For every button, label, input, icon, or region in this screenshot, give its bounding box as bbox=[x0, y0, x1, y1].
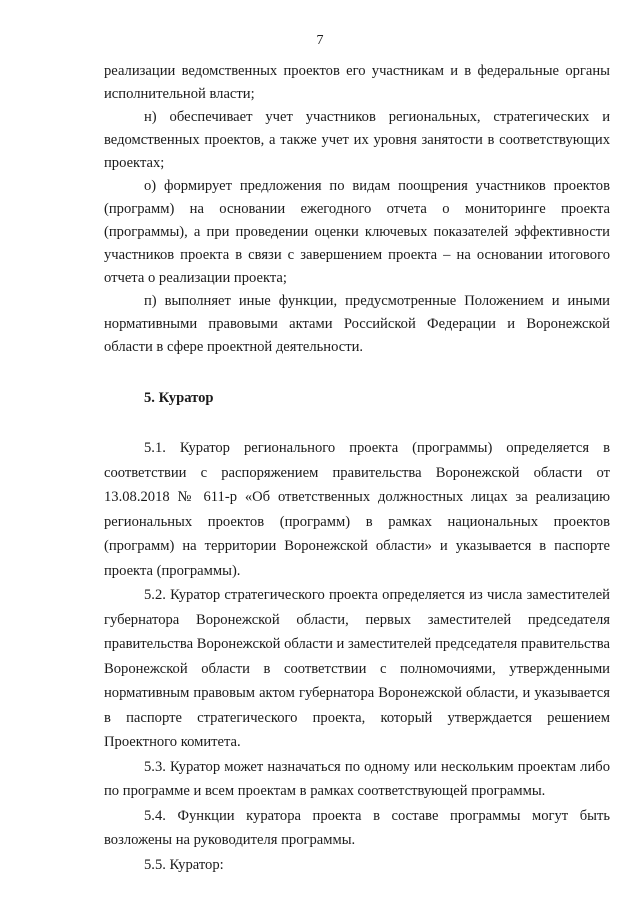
paragraph-5-4: 5.4. Функции куратора проекта в составе программы могут быть возложены на руководителя программы. bbox=[104, 807, 610, 848]
paragraph-5-2: 5.2. Куратор стратегического проекта определяется из числа заместителей губернатора Воронежской области, первых заместителей председателя правительства Воронежской области и заместителей председателя правительства Воронежской области в соответствии с полномочиями, утвержденными нормативным правовым актом губернатора Воронежской области, и указывается в паспорте стратегического проекта, который утверждается решением Проектного комитета. bbox=[104, 587, 610, 750]
paragraph-5-3: 5.3. Куратор может назначаться по одному или нескольким проектам либо по программе и всем проектам в рамках соответствующей программы. bbox=[104, 758, 610, 799]
paragraph-item-p: п) выполняет иные функции, предусмотренные Положением и иными нормативными правовыми актами Российской Федерации и Воронежской области в сфере проектной деятельности. bbox=[104, 293, 610, 355]
section-heading: 5. Куратор bbox=[144, 390, 214, 406]
paragraph-continued: реализации ведомственных проектов его участникам и в федеральные органы исполнительной власти; bbox=[104, 63, 610, 102]
paragraph-5-1: 5.1. Куратор регионального проекта (программы) определяется в соответствии с распоряжением правительства Воронежской области от 13.08.2018 № 611-р «Об ответственных должностных лицах за реализацию региональных проектов (программ) в рамках национальных проектов (программ) на территории Воронежской области» и указывается в паспорте проекта (программы). bbox=[104, 440, 610, 579]
document-body bbox=[104, 60, 610, 877]
paragraph-5-5: 5.5. Куратор: bbox=[144, 856, 224, 873]
paragraph-item-n: н) обеспечивает учет участников региональных, стратегических и ведомственных проектов, а также учет их уровня занятости в соответствующих проектах; bbox=[104, 109, 610, 171]
paragraph-item-o: о) формирует предложения по видам поощрения участников проектов (программ) на основании ежегодного отчета о мониторинге проекта (программы), а при проведении оценки ключевых показателей эффективности участников проекта в связи с завершением проекта – на основании итогового отчета о реализации проекта; bbox=[104, 178, 610, 286]
page-number: 7 bbox=[316, 33, 324, 48]
